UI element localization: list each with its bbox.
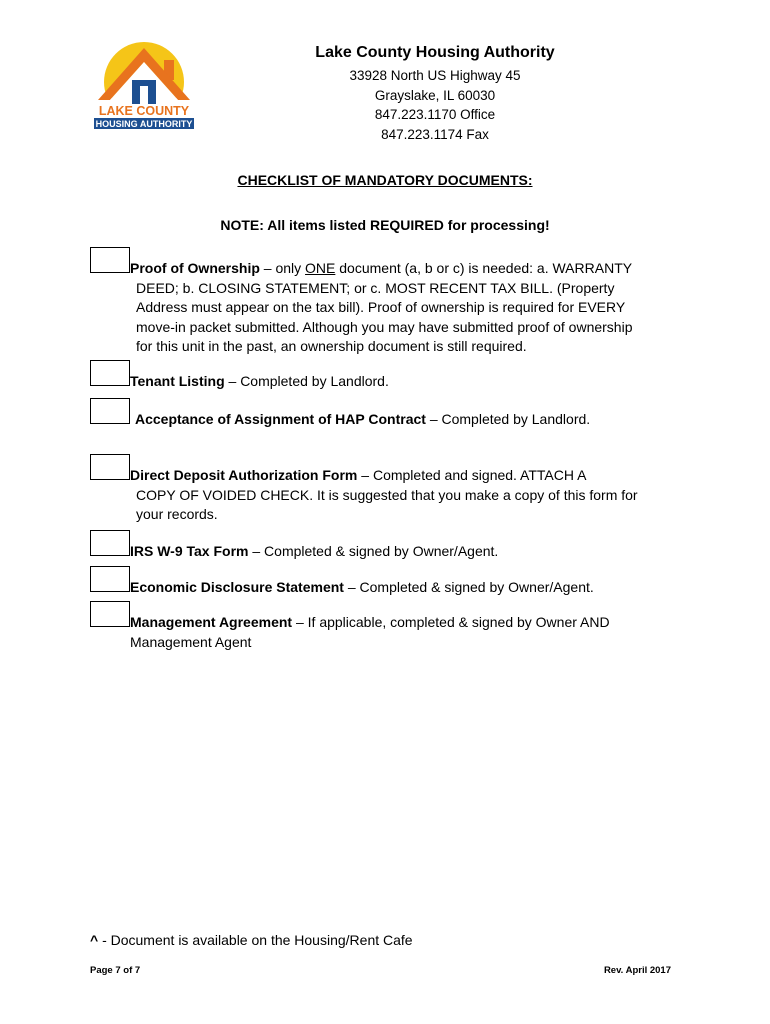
checklist-item-management-agreement: Management Agreement – If applicable, completed & signed by Owner AND Management Agent bbox=[90, 613, 690, 652]
phone-fax: 847.223.1174 Fax bbox=[381, 126, 489, 142]
checkbox[interactable] bbox=[90, 247, 130, 273]
page-number: Page 7 of 7 bbox=[90, 965, 141, 976]
checklist-item-direct-deposit: Direct Deposit Authorization Form – Completed and signed. ATTACH A COPY OF VOIDED CHECK. It is suggested that you make a copy of this form for your records. bbox=[90, 466, 690, 525]
checklist-item-hap-contract: Acceptance of Assignment of HAP Contract – Completed by Landlord. bbox=[90, 410, 690, 430]
org-name: Lake County Housing Authority bbox=[315, 44, 555, 61]
checkbox[interactable] bbox=[90, 398, 130, 424]
footnote-symbol: ^ bbox=[90, 932, 99, 948]
checklist-item-economic-disclosure: Economic Disclosure Statement – Completed & signed by Owner/Agent. bbox=[90, 578, 690, 598]
address-line-2: Grayslake, IL 60030 bbox=[374, 87, 496, 103]
item-label: Economic Disclosure Statement bbox=[130, 579, 344, 595]
footnote: ^ - Document is available on the Housing/Rent Cafe bbox=[90, 932, 413, 948]
item-label: Direct Deposit Authorization Form bbox=[130, 467, 358, 483]
phone-office: 847.223.1170 Office bbox=[374, 107, 496, 122]
checkbox[interactable] bbox=[90, 601, 130, 627]
checklist-item-irs-w9: IRS W-9 Tax Form – Completed & signed by Owner/Agent. bbox=[90, 542, 690, 562]
item-label: Tenant Listing bbox=[130, 373, 225, 389]
item-label: Proof of Ownership bbox=[130, 260, 260, 276]
revision-date: Rev. April 2017 bbox=[603, 965, 671, 976]
checkbox[interactable] bbox=[90, 530, 130, 556]
checkbox[interactable] bbox=[90, 360, 130, 386]
checklist-title: CHECKLIST OF MANDATORY DOCUMENTS: bbox=[237, 172, 533, 188]
letterhead bbox=[250, 42, 620, 144]
checkbox[interactable] bbox=[90, 454, 130, 480]
item-label: Acceptance of Assignment of HAP Contract bbox=[135, 411, 426, 427]
checkbox[interactable] bbox=[90, 566, 130, 592]
lake-county-logo bbox=[90, 38, 198, 132]
required-note: NOTE: All items listed REQUIRED for processing! bbox=[220, 217, 550, 233]
checklist-item-tenant-listing: Tenant Listing – Completed by Landlord. bbox=[90, 372, 690, 392]
checklist-item-proof-of-ownership: Proof of Ownership – only ONE document (a, b or c) is needed: a. WARRANTY DEED; b. CLOSING STATEMENT; or c. MOST RECENT TAX BILL. (Property Address must appear on the tax bill). Proof of ownership is required for EVERY move-in packet submitted. Although you may have submitted proof of ownership for this unit in the past, an ownership document is still required. bbox=[90, 259, 690, 357]
item-label: Management Agreement bbox=[130, 614, 293, 630]
address-line-1: 33928 North US Highway 45 bbox=[349, 68, 521, 83]
svg-text:HOUSING AUTHORITY: HOUSING AUTHORITY bbox=[95, 119, 193, 129]
svg-text:LAKE COUNTY: LAKE COUNTY bbox=[98, 104, 190, 118]
item-label: IRS W-9 Tax Form bbox=[130, 543, 249, 559]
